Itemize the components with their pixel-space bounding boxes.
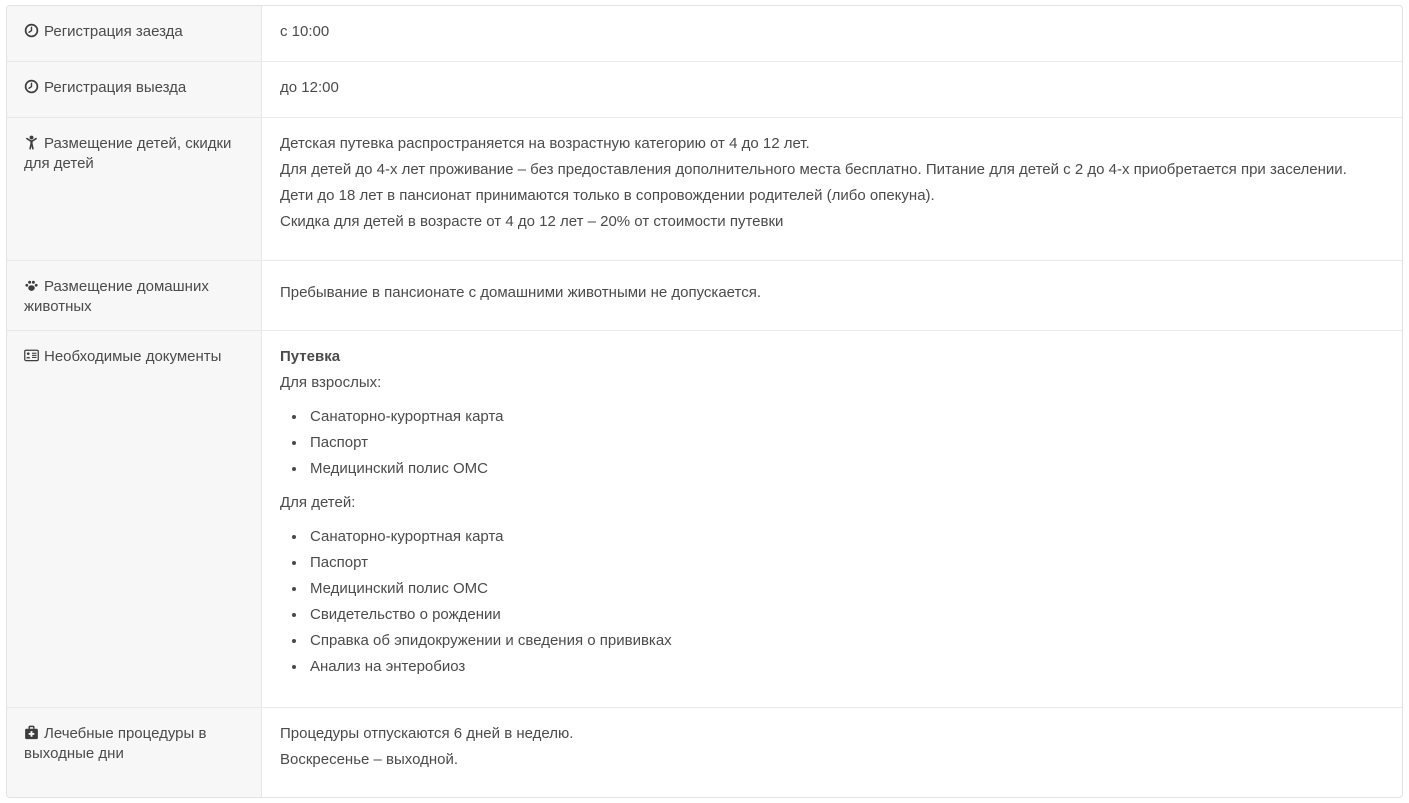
list-item: • Свидетельство о рождении [307,602,1378,628]
id-card-icon [24,348,39,363]
pets-value: Пребывание в пансионате с домашними животными не допускается. [280,284,762,301]
table-row-checkin [7,6,1402,61]
checkout-value: до 12:00 [280,79,339,96]
children-label-cell [7,118,262,260]
documents-voucher-title: Путевка [280,348,341,365]
checkin-value-cell [262,6,1402,61]
hotel-info-table [6,5,1403,798]
medkit-icon [24,725,39,740]
list-item: • Санаторно-курортная карта [307,404,1378,430]
checkin-label-cell [7,6,262,61]
list-item: • Санаторно-курортная карта [307,524,1378,550]
documents-label: Необходимые документы [44,348,222,365]
clock-icon [24,79,39,94]
list-item: • Анализ на энтеробиоз [307,654,1378,680]
procedures-label: Лечебные процедуры в выходные дни [24,725,207,762]
table-row-procedures [7,707,1402,797]
procedures-label-cell [7,708,262,797]
documents-children-heading: Для детей: [280,494,356,511]
list-item: • Медицинский полис ОМС [307,456,1378,482]
pets-value-cell [262,261,1402,330]
documents-children-list [280,524,1378,680]
pets-label-cell [7,261,262,330]
children-paragraph: Дети до 18 лет в пансионат принимаются только в сопровождении родителей (либо опекуна). [280,187,935,204]
paw-icon [24,278,39,293]
table-row-pets [7,260,1402,330]
children-paragraph: Для детей до 4-х лет проживание – без предоставления дополнительного места бесплатно. Питание для детей с 2 до 4-х приобретается при заселении. [280,161,1347,178]
pets-label: Размещение домашних животных [24,278,209,315]
documents-label-cell [7,331,262,707]
list-item: • Паспорт [307,430,1378,456]
checkin-value: с 10:00 [280,23,330,40]
checkout-label-cell [7,62,262,117]
documents-adults-heading: Для взрослых: [280,374,382,391]
children-value-cell [262,118,1402,260]
procedures-value-cell [262,708,1402,797]
list-item: • Медицинский полис ОМС [307,576,1378,602]
procedures-paragraph: Воскресенье – выходной. [280,751,459,768]
documents-value-cell [262,331,1402,707]
children-label: Размещение детей, скидки для детей [24,135,232,172]
list-item: • Справка об эпидокружении и сведения о прививках [307,628,1378,654]
checkout-label: Регистрация выезда [44,79,187,96]
checkout-value-cell [262,62,1402,117]
clock-icon [24,23,39,38]
children-paragraph: Скидка для детей в возрасте от 4 до 12 лет – 20% от стоимости путевки [280,213,784,230]
list-item: • Паспорт [307,550,1378,576]
children-paragraph: Детская путевка распространяется на возрастную категорию от 4 до 12 лет. [280,135,810,152]
table-row-documents [7,330,1402,707]
documents-adults-list [280,404,1378,482]
checkin-label: Регистрация заезда [44,23,183,40]
child-icon [24,135,39,150]
table-row-checkout [7,61,1402,117]
table-row-children [7,117,1402,260]
procedures-paragraph: Процедуры отпускаются 6 дней в неделю. [280,725,574,742]
